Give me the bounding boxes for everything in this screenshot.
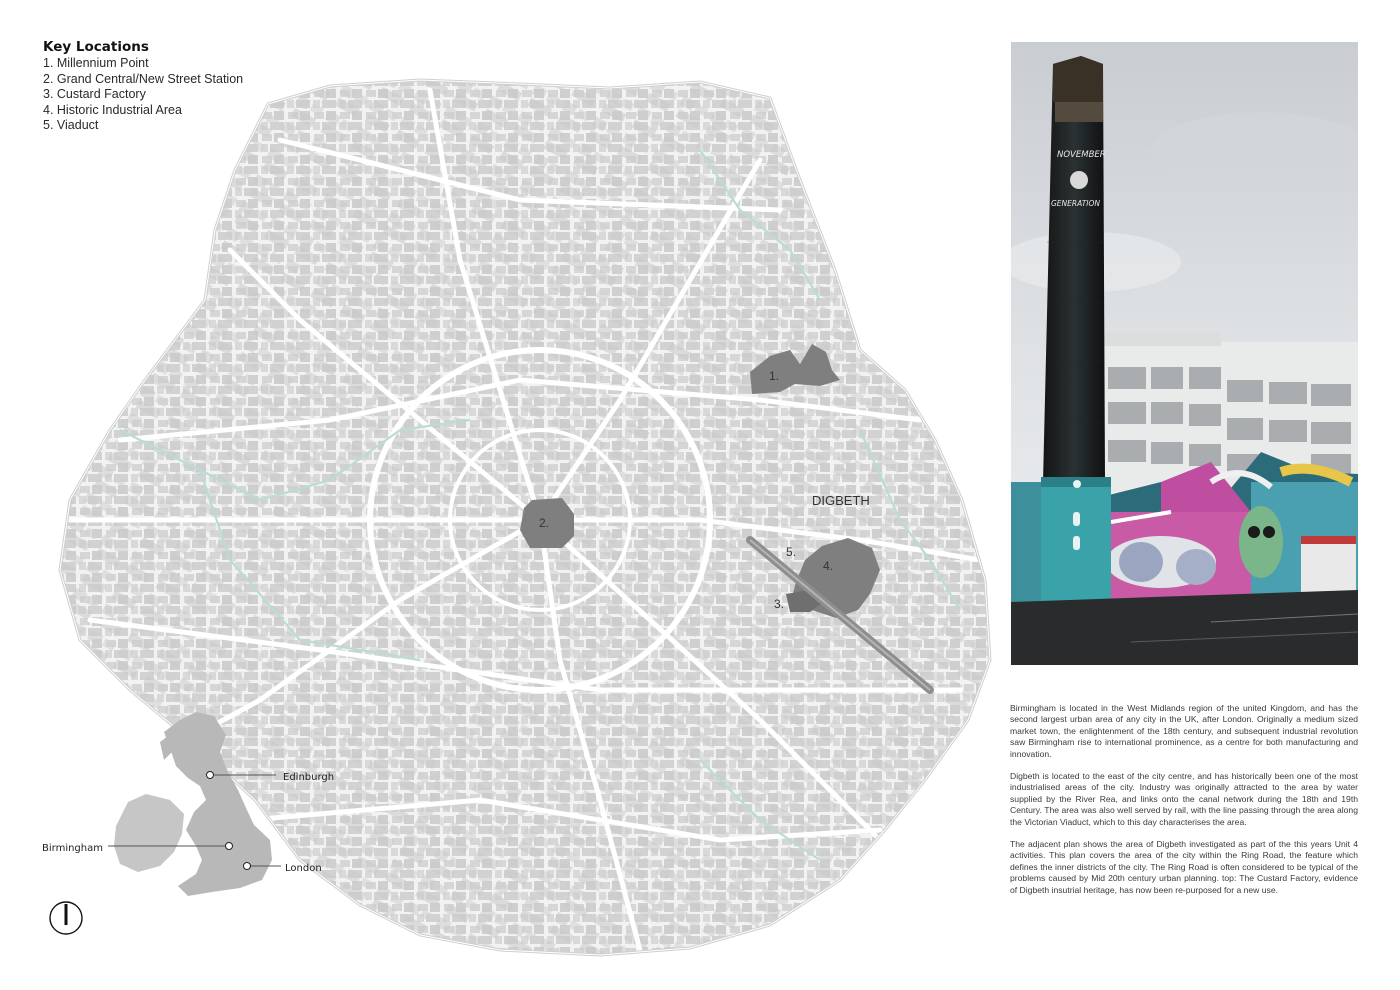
birmingham-point	[226, 843, 233, 850]
description-paragraph: Birmingham is located in the West Midlands region of the united Kingdom, and has the second largest urban area of any city in the UK, after London. Originally a medium sized market town, the enlightenment of the 18th century, and subsequent industrial revolution saw Birmingham rise to international prominence, as a centre for both manufacturing and innovation.	[1010, 703, 1358, 759]
chimney	[1041, 56, 1111, 607]
marker-viaduct: 5.	[786, 545, 797, 559]
legend-item: 4. Historic Industrial Area	[43, 102, 182, 117]
edinburgh-label: Edinburgh	[283, 772, 335, 783]
marker-new-street-station: 2.	[539, 516, 550, 530]
description-text	[1010, 703, 1358, 907]
north-arrow-icon	[50, 902, 82, 934]
marker-custard-factory: 3.	[774, 597, 785, 611]
description-paragraph: Digbeth is located to the east of the city centre, and has historically been one of the most industrialised areas of the city. Industry was originally attracted to the area by water supplied by the River Rea, and links onto the canal network during the 18th and 19th Century. The area was also well served by rail, with the line passing through the area along the Victorian Viaduct, which to this day characterises the area.	[1010, 771, 1358, 827]
legend-item: 3. Custard Factory	[43, 87, 146, 101]
london-label: London	[285, 863, 322, 874]
chimney-text-bottom: GENERATION	[1051, 199, 1101, 208]
ireland-shape	[114, 794, 184, 872]
car-park-ground	[1011, 590, 1358, 665]
custard-factory-photo	[1011, 42, 1358, 665]
legend-title: Key Locations	[43, 39, 149, 55]
district-label-digbeth: DIGBETH	[812, 493, 870, 508]
edinburgh-point	[207, 772, 214, 779]
legend-item: 1. Millennium Point	[43, 56, 149, 70]
legend-item: 5. Viaduct	[43, 118, 99, 132]
london-point	[244, 863, 251, 870]
chimney-and-graffiti-photo	[1011, 42, 1358, 665]
marker-millennium-point: 1.	[769, 369, 780, 383]
legend-item: 2. Grand Central/New Street Station	[43, 71, 244, 86]
description-paragraph: The adjacent plan shows the area of Digbeth investigated as part of the this years Unit 4 activities. This plan covers the area of the city within the Ring Road, the feature which defines the inner districts of the city. The Ring Road is often considered to be typical of the problems caused by Mid 20th century urban planning. top: The Custard Factory, evidence of Digbeth insutrial heritage, has now been re-purposed for a new use.	[1010, 839, 1358, 895]
marker-historic-industrial-area: 4.	[823, 559, 834, 573]
birmingham-label: Birmingham	[42, 843, 103, 854]
chimney-text-top: NOVEMBER	[1057, 150, 1106, 160]
key-locations-legend	[43, 39, 303, 134]
